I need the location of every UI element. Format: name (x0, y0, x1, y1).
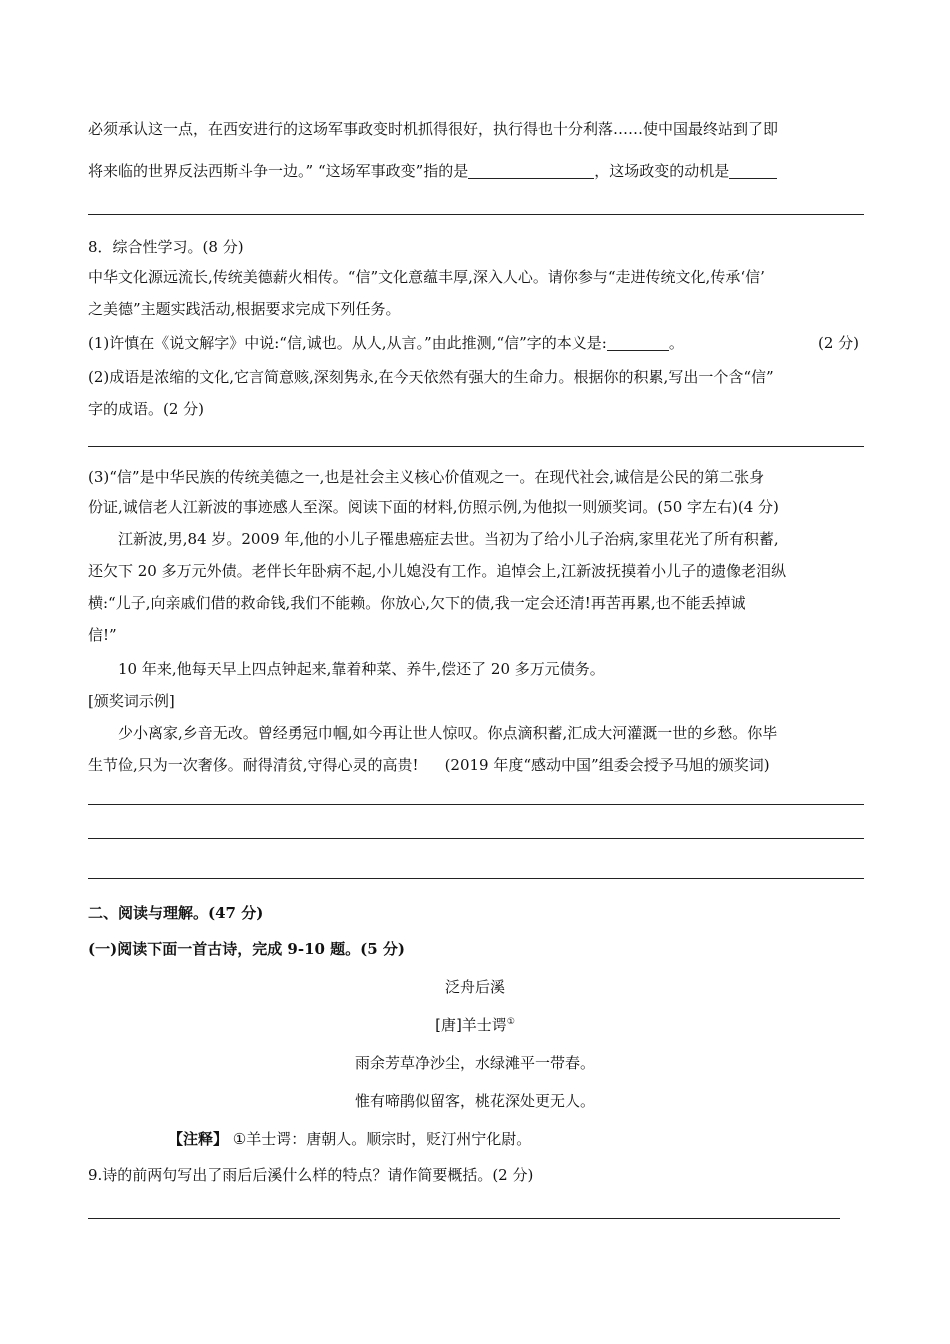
q8-material-1: 江新波,男,84 岁。2009 年,他的小儿子罹患癌症去世。当初为了给小儿子治病,家里花光了所有积蓄, (118, 530, 779, 548)
q7-line1: 必须承认这一点，在西安进行的这场军事政变时机抓得很好，执行得也十分利落……使中国最终站到了即 (88, 120, 779, 138)
q8-sub1-end: 。 (668, 334, 684, 352)
q8-material-5: 10 年来,他每天早上四点钟起来,靠着种菜、养牛,偿还了 20 多万元债务。 (118, 660, 605, 678)
q8-sub2-line1: (2)成语是浓缩的文化,它言简意赅,深刻隽永,在今天依然有强大的生命力。根据你的积累,写出一个含“信” (88, 368, 774, 386)
q8-intro-1: 中华文化源远流长,传统美德薪火相传。“信”文化意蕴丰厚,深入人心。请你参与“走进传统文化,传承‘信’ (88, 268, 765, 286)
q8-sub3-line1: (3)“信”是中华民族的传统美德之一,也是社会主义核心价值观之一。在现代社会,诚信是公民的第二张身 (88, 468, 765, 486)
q8-sub2-answer-line[interactable] (88, 446, 864, 447)
q8-material-3: 横:“儿子,向亲戚们借的救命钱,我们不能赖。你放心,欠下的债,我一定会还清!再苦再累,也不能丢掉诚 (88, 594, 746, 612)
poem-title: 泛舟后溪 (444, 978, 505, 996)
q8-material-2: 还欠下 20 多万元外债。老伴长年卧病不起,小儿媳没有工作。追悼会上,江新波抚摸着小儿子的遗像老泪纵 (88, 562, 787, 580)
q8-sub1-blank[interactable] (607, 335, 669, 351)
poem-note-text: ①羊士谔：唐朝人。顺宗时，贬汀州宁化尉。 (228, 1130, 532, 1148)
q7-answer-line[interactable] (88, 214, 864, 215)
q8-example-2 (88, 754, 770, 775)
poem-line-1: 雨余芳草净沙尘，水绿滩平一带春。 (354, 1054, 595, 1072)
q9-answer-line[interactable] (88, 1218, 840, 1219)
poem-author-note-mark: ① (506, 1017, 515, 1027)
q8-sub3-answer-line-3[interactable] (88, 878, 864, 879)
q7-answer-blank-2[interactable] (729, 163, 777, 179)
q7-line2-text-b: ，这场政变的动机是 (594, 162, 730, 180)
q8-sub3-answer-line-1[interactable] (88, 804, 864, 805)
poem-note-label: 【注释】 (168, 1130, 229, 1148)
section2-part1: (一)阅读下面一首古诗，完成 9-10 题。(5 分) (88, 940, 406, 958)
q7-line2 (88, 160, 777, 181)
q8-example-1: 少小离家,乡音无改。曾经勇冠巾帼,如今再让世人惊叹。你点滴积蓄,汇成大河灌溉一世的乡愁。你毕 (118, 724, 778, 742)
q8-example-source: (2019 年度“感动中国”组委会授予马旭的颁奖词) (444, 756, 770, 774)
q7-line2-text-a: 将来临的世界反法西斯斗争一边。” “这场军事政变”指的是 (88, 162, 469, 180)
q8-sub3-line2: 份证,诚信老人江新波的事迹感人至深。阅读下面的材料,仿照示例,为他拟一则颁奖词。(50 字左右)(4 分) (88, 498, 779, 516)
q8-example-2-text: 生节俭,只为一次奢侈。耐得清贫,守得心灵的高贵! (88, 756, 419, 774)
q8-sub1-text: (1)许慎在《说文解字》中说:“信,诚也。从人,从言。”由此推测,“信”字的本义是: (88, 334, 607, 352)
poem-author-name: [唐]羊士谔 (435, 1016, 507, 1034)
q8-title: 8．综合性学习。(8 分) (88, 238, 244, 256)
q9-text: 9.诗的前两句写出了雨后后溪什么样的特点？请作简要概括。(2 分) (88, 1166, 534, 1184)
q8-sub2-line2: 字的成语。(2 分) (88, 400, 205, 418)
q7-answer-blank-1[interactable] (468, 163, 594, 179)
q8-sub1-points: (2 分) (818, 334, 860, 352)
poem-line-2: 惟有啼鹃似留客，桃花深处更无人。 (354, 1092, 595, 1110)
q8-example-label: [颁奖词示例] (88, 692, 175, 710)
poem-author (0, 1014, 950, 1035)
q8-sub3-answer-line-2[interactable] (88, 838, 864, 839)
poem-note (168, 1128, 531, 1149)
q8-sub1 (88, 332, 684, 353)
section2-title: 二、阅读与理解。(47 分) (88, 904, 264, 922)
q8-material-4: 信!” (88, 626, 117, 644)
q8-intro-2: 之美德”主题实践活动,根据要求完成下列任务。 (88, 300, 401, 318)
